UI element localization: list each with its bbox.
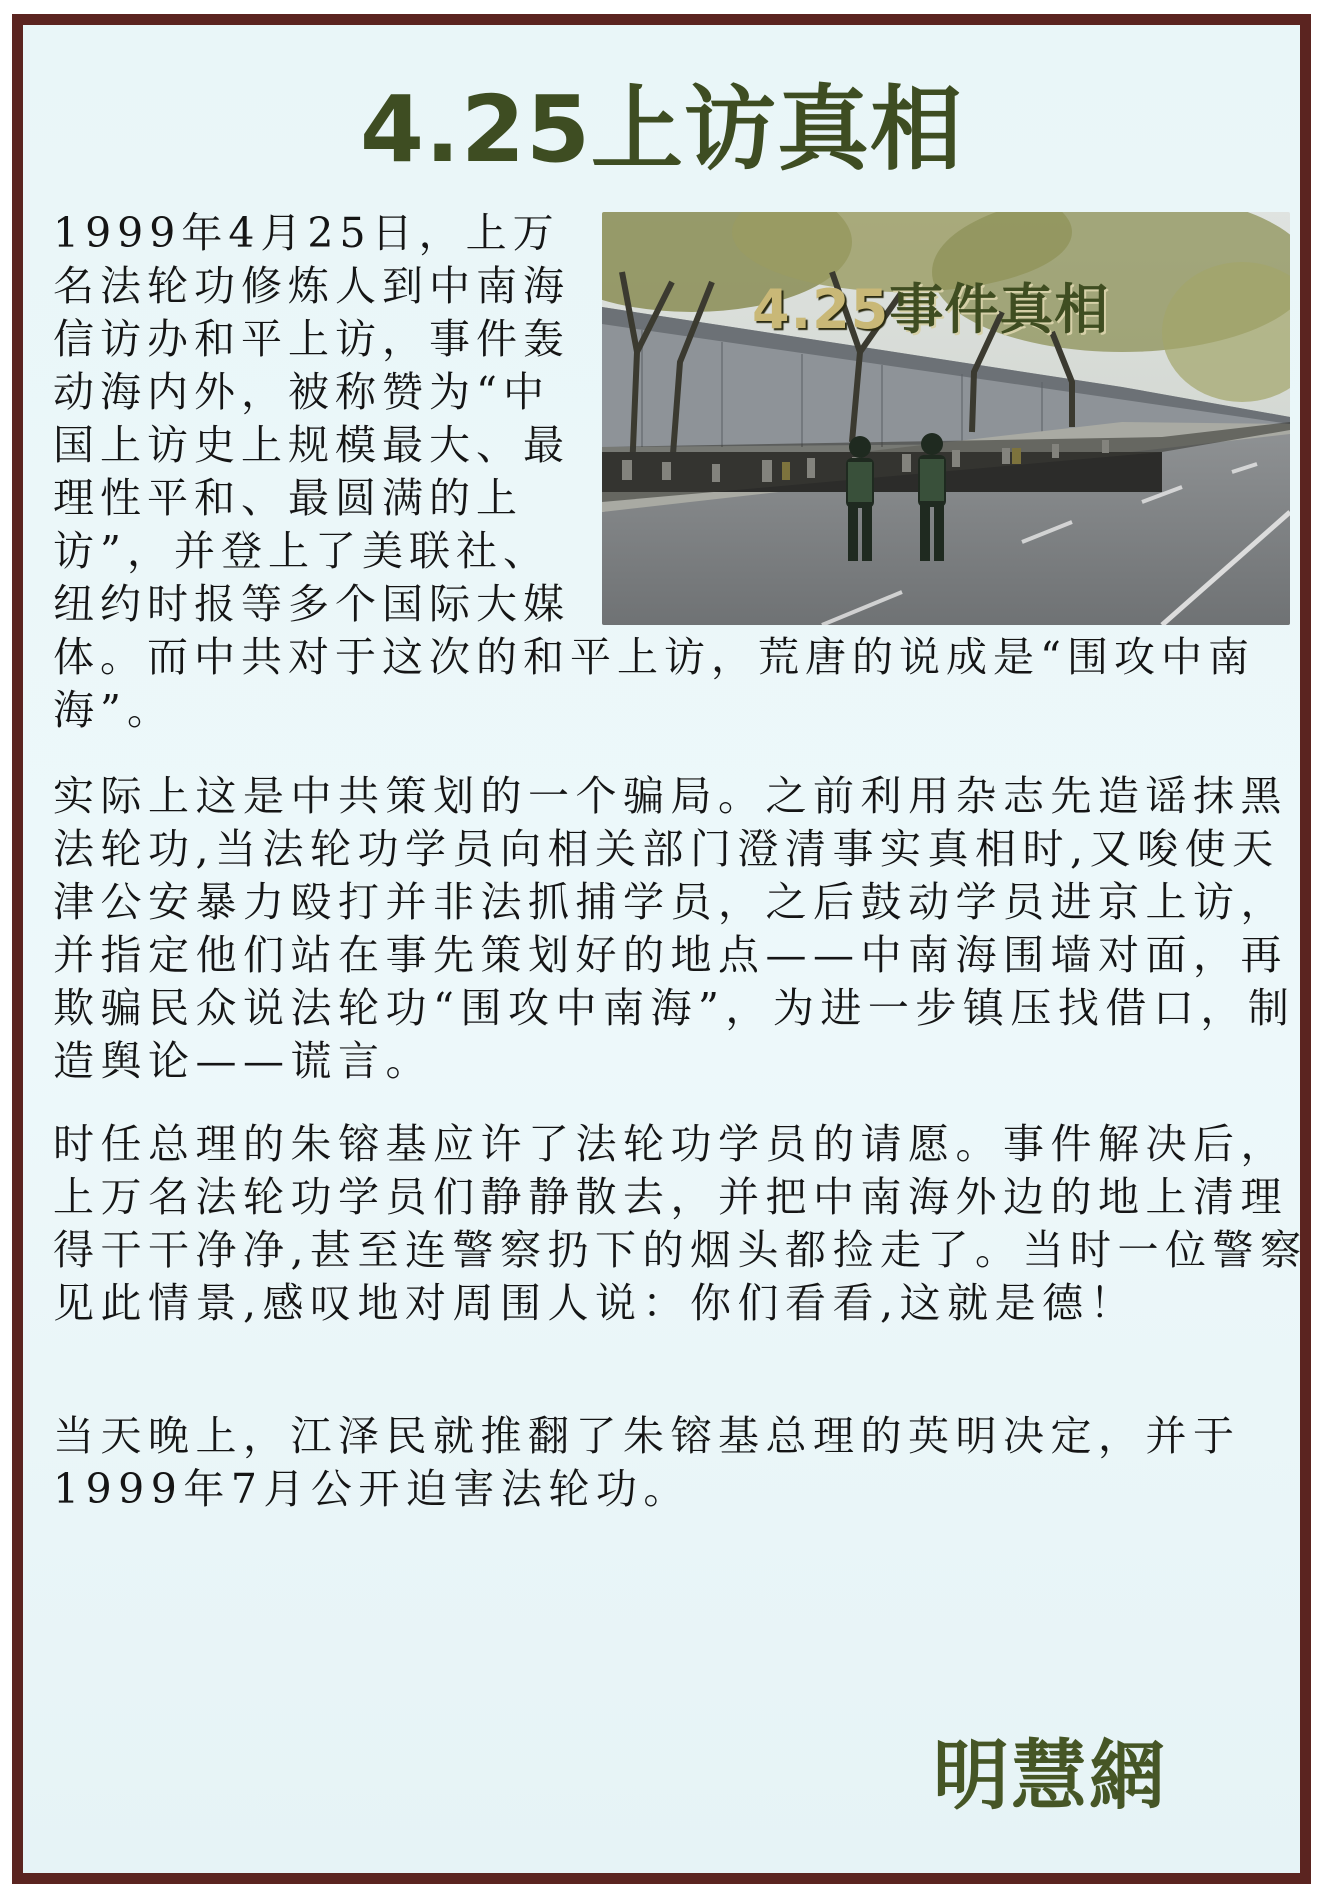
photo-caption-text: 事件真相 [889, 278, 1110, 341]
paragraph-premier: 时任总理的朱镕基应许了法轮功学员的请愿。事件解决后，上万名法轮功学员们静静散去，并把中南海外边的地上清理得干干净净,甚至连警察扔下的烟头都捡走了。当时一位警察见此情景,感叹地对周围人说：你们看看,这就是德！ [53, 1120, 1308, 1327]
paragraph-scheme: 实际上这是中共策划的一个骗局。之前利用杂志先造谣抹黑法轮功,当法轮功学员向相关部门澄清事实真相时,又唆使天津公安暴力殴打并非法抓捕学员，之后鼓动学员进京上访，并指定他们站在事先策划好的地点——中南海围墙对面，再欺骗民众说法轮功“围攻中南海”，为进一步镇压找借口，制造舆论——谎言。 [53, 772, 1296, 1085]
poster [12, 14, 1311, 1884]
photo-spacer [593, 207, 1298, 631]
page-title: 4.25上访真相 [360, 76, 963, 183]
photo-caption-number: 4.25 [752, 278, 890, 341]
minghui-logo: 明慧網 [933, 1731, 1167, 1820]
paragraph-intro-text: 1999年4月25日，上万名法轮功修炼人到中南海信访办和平上访，事件轰动海内外，被称赞为“中国上访史上规模最大、最理性平和、最圆满的上访”，并登上了美联社、纽约时报等多个国际大媒体。而中共对于这次的和平上访，荒唐的说成是“围攻中南海”。 [53, 209, 1255, 734]
paragraph-persecution: 当天晚上，江泽民就推翻了朱镕基总理的英明决定，并于1999年7月公开迫害法轮功。 [53, 1412, 1241, 1513]
paragraph-intro [53, 207, 1298, 737]
